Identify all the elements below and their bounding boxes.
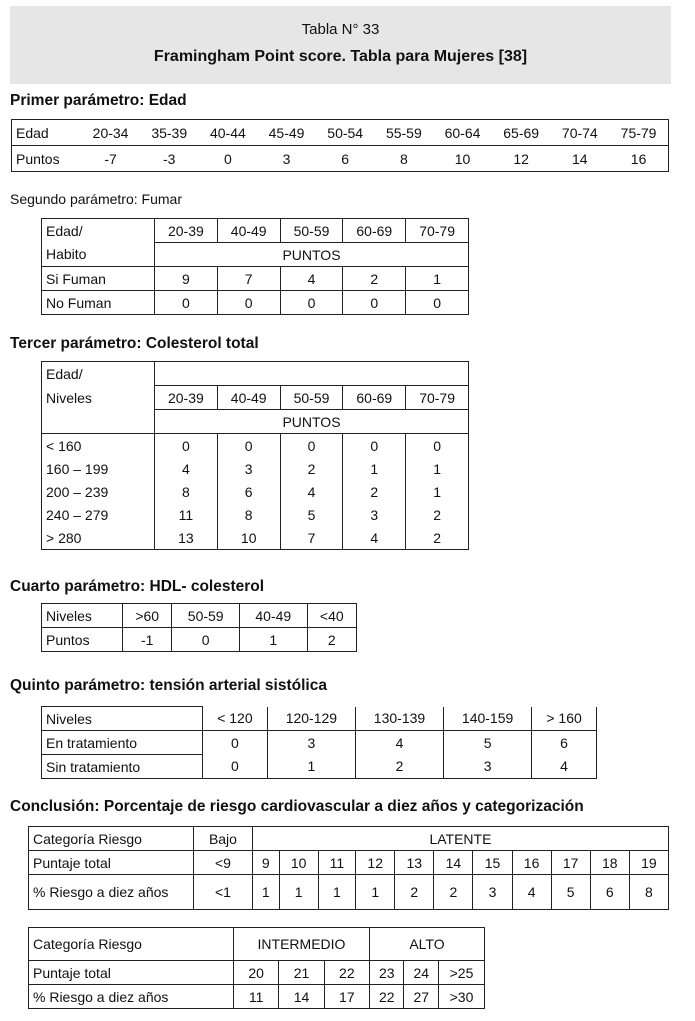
points-cell: 17 [551,851,590,875]
points-cell: 12 [356,851,395,875]
age-cell: 65-69 [492,120,551,146]
points-cell: 12 [513,150,529,167]
value-cell: 4 [343,526,406,550]
value-cell: 0 [280,291,343,315]
level-cell: 40-49 [239,604,307,628]
table-riesgo-alto [28,927,485,1009]
points-cell: 8 [399,150,408,167]
age-header: 50-59 [280,386,343,410]
risk-cell: 1 [356,875,395,910]
risk-cell: 3 [473,875,512,910]
points-cell: 0 [172,628,240,652]
value-cell: 1 [406,480,469,503]
points-cell: 0 [223,150,232,167]
age-header: 20-39 [155,386,218,410]
row-label: Sin tratamiento [42,755,203,779]
points-cell: >25 [438,961,484,985]
value-cell: 4 [155,457,218,480]
points-cell: 16 [512,851,551,875]
table-riesgo-latente [28,826,669,910]
risk-cell: 2 [434,875,473,910]
label-niveles: Niveles [42,707,203,731]
value-cell: 3 [267,731,355,755]
value-cell: 5 [444,731,532,755]
value-cell: 0 [203,731,268,755]
value-cell: 2 [343,267,406,291]
value-cell: 2 [406,526,469,550]
category-bajo: Bajo [194,827,253,851]
value-cell: 0 [406,291,469,315]
level-cell: > 160 [532,707,597,731]
level-cell: <40 [307,604,356,628]
table-number: Tabla N° 33 [301,21,380,38]
age-header: 60-69 [343,386,406,410]
value-cell: 13 [155,526,218,550]
label-edad: Edad [12,120,82,146]
level-cell: 50-59 [172,604,240,628]
row-label: En tratamiento [42,731,203,755]
value-cell: 4 [355,731,443,755]
section-fumar-title: Segundo parámetro: Fumar [10,191,182,207]
points-cell: 2 [307,628,356,652]
row-label: > 280 [42,526,155,550]
points-cell: -1 [123,628,172,652]
points-cell: 22 [324,961,369,985]
value-cell: 5 [280,503,343,526]
risk-cell: 2 [395,875,434,910]
value-cell: 0 [406,434,469,458]
level-cell: < 120 [203,707,268,731]
age-cell: 70-74 [550,120,609,146]
points-cell: 6 [341,150,350,167]
age-cell: 60-64 [433,120,492,146]
age-header: 60-69 [343,219,406,243]
risk-cell: 4 [512,875,551,910]
label-puntos: Puntos [16,150,60,167]
points-cell: 18 [590,851,629,875]
value-cell: 2 [343,480,406,503]
risk-cell: 1 [252,875,279,910]
value-cell: 6 [532,731,597,755]
points-cell: 10 [279,851,318,875]
age-cell: 40-44 [199,120,258,146]
age-cell: 20-34 [81,120,140,146]
points-cell: 15 [473,851,512,875]
value-cell: 3 [217,457,280,480]
points-cell: <9 [194,851,253,875]
points-cell: 14 [572,150,588,167]
category-alto: ALTO [369,928,484,961]
value-cell: 1 [267,755,355,779]
value-cell: 2 [406,503,469,526]
points-cell: -3 [162,150,176,167]
table-edad [11,119,669,172]
puntos-header: PUNTOS [155,243,469,267]
points-cell: 23 [369,961,404,985]
row-label: No Fuman [42,291,155,315]
value-cell: 7 [280,526,343,550]
value-cell: 9 [155,267,218,291]
section-colesterol-title: Tercer parámetro: Colesterol total [10,335,259,352]
age-header: 70-79 [406,386,469,410]
risk-cell: 14 [279,985,324,1009]
points-cell: -7 [104,150,117,167]
age-header: 20-39 [155,219,218,243]
value-cell: 0 [343,434,406,458]
row-label: 240 – 279 [42,503,155,526]
age-cell: 45-49 [257,120,316,146]
label-puntaje: Puntaje total [29,961,234,985]
age-header: 40-49 [217,386,280,410]
points-cell: 1 [239,628,307,652]
points-cell: 16 [630,150,647,167]
label-puntaje: Puntaje total [29,851,194,875]
value-cell: 0 [217,434,280,458]
label-niveles: Niveles [42,386,155,410]
value-cell: 0 [217,291,280,315]
age-cell: 35-39 [140,120,199,146]
risk-cell: 11 [234,985,279,1009]
label-puntos: Puntos [42,628,123,652]
row-label: 200 – 239 [42,480,155,503]
value-cell: 4 [280,267,343,291]
category-intermedio: INTERMEDIO [234,928,370,961]
section-edad-title: Primer parámetro: Edad [10,92,187,109]
value-cell: 1 [406,457,469,480]
table-header [10,6,671,84]
level-cell: 140-159 [444,707,532,731]
risk-cell: 1 [279,875,318,910]
section-tension-title: Quinto parámetro: tensión arterial sistólica [10,677,327,694]
row-label: Si Fuman [42,267,155,291]
table-colesterol [41,361,469,550]
puntos-header: PUNTOS [155,410,469,434]
table-tension [41,706,597,779]
points-cell: 13 [395,851,434,875]
points-cell: 21 [279,961,324,985]
value-cell: 3 [343,503,406,526]
points-cell: 9 [252,851,279,875]
risk-cell: 22 [369,985,404,1009]
label-categoria: Categoría Riesgo [29,827,194,851]
points-cell: 14 [434,851,473,875]
value-cell: 4 [280,480,343,503]
value-cell: 3 [444,755,532,779]
section-hdl-title: Cuarto parámetro: HDL- colesterol [10,578,265,595]
risk-cell: 6 [590,875,629,910]
label-categoria: Categoría Riesgo [29,928,234,961]
level-cell: >60 [123,604,172,628]
value-cell: 0 [203,755,268,779]
value-cell: 6 [217,480,280,503]
label-habito: Habito [42,243,155,267]
value-cell: 8 [155,480,218,503]
points-cell: 19 [629,851,668,875]
value-cell: 2 [355,755,443,779]
row-label: < 160 [42,434,155,458]
risk-cell: <1 [194,875,253,910]
age-header: 40-49 [217,219,280,243]
age-header: 50-59 [280,219,343,243]
risk-cell: 8 [629,875,668,910]
points-cell: 10 [454,150,471,167]
table-fumar [41,218,469,315]
points-cell: 3 [282,150,291,167]
value-cell: 0 [155,434,218,458]
value-cell: 10 [217,526,280,550]
risk-cell: 17 [324,985,369,1009]
value-cell: 11 [155,503,218,526]
label-riesgo: % Riesgo a diez años [29,985,234,1009]
value-cell: 2 [280,457,343,480]
value-cell: 8 [217,503,280,526]
value-cell: 0 [155,291,218,315]
value-cell: 0 [343,291,406,315]
age-cell: 50-54 [316,120,375,146]
row-label: 160 – 199 [42,457,155,480]
points-cell: 11 [318,851,355,875]
value-cell: 1 [343,457,406,480]
table-hdl [41,603,357,652]
points-cell: 20 [234,961,279,985]
risk-cell: 1 [318,875,355,910]
age-cell: 75-79 [609,120,668,146]
risk-cell: 5 [551,875,590,910]
points-cell: 24 [404,961,439,985]
label-niveles: Niveles [42,604,123,628]
label-edad: Edad/ [42,219,155,243]
value-cell: 4 [532,755,597,779]
category-latente: LATENTE [252,827,668,851]
value-cell: 0 [280,434,343,458]
age-cell: 55-59 [375,120,434,146]
value-cell: 7 [217,267,280,291]
label-riesgo: % Riesgo a diez años [29,875,194,910]
label-edad: Edad/ [42,362,155,386]
value-cell: 1 [406,267,469,291]
age-header: 70-79 [406,219,469,243]
table-title: Framingham Point score. Tabla para Mujeres [38] [153,48,528,65]
section-conclusion-title: Conclusión: Porcentaje de riesgo cardiovascular a diez años y categorización [10,798,584,815]
risk-cell: >30 [438,985,484,1009]
level-cell: 120-129 [267,707,355,731]
risk-cell: 27 [404,985,439,1009]
level-cell: 130-139 [355,707,443,731]
